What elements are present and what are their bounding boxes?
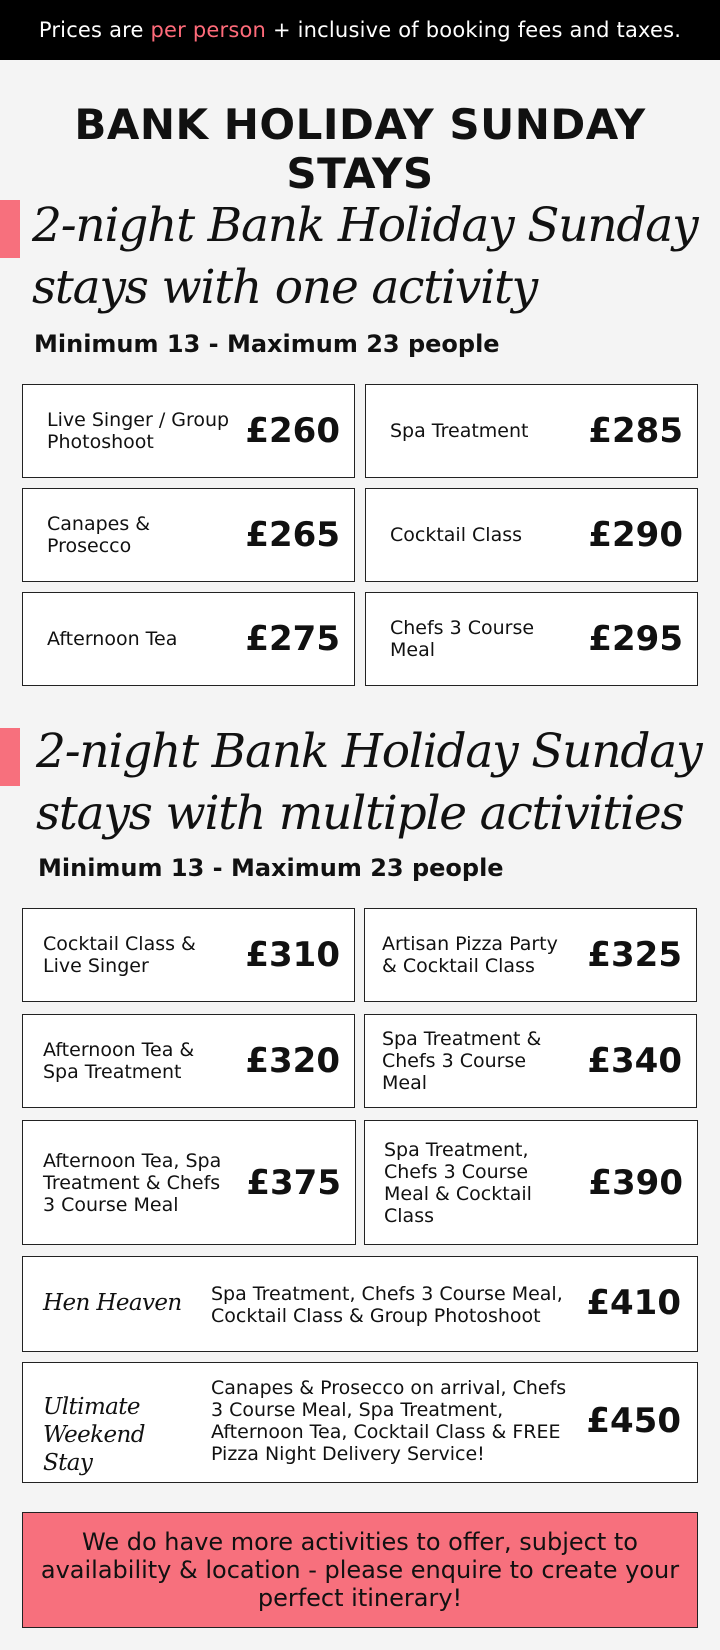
activity-price: £265 — [245, 515, 340, 555]
price-card[interactable] — [22, 1120, 356, 1245]
activity-label: Cocktail Class — [390, 524, 523, 546]
activity-price: £260 — [245, 411, 340, 451]
activity-label: Spa Treatment — [390, 420, 529, 442]
activity-price: £275 — [245, 619, 340, 659]
price-card[interactable] — [364, 1120, 698, 1245]
pricing-banner — [0, 0, 720, 60]
enquiry-notice: We do have more activities to offer, subject to availability & location - please enquire to create your perfect itinerary! — [22, 1512, 698, 1628]
price-card[interactable] — [364, 1014, 697, 1108]
package-price: £450 — [586, 1401, 681, 1441]
banner-prefix: Prices are — [38, 18, 151, 42]
price-card[interactable] — [365, 488, 698, 582]
activity-label: Spa Treatment & Chefs 3 Course Meal — [382, 1028, 542, 1094]
section-one-heading-line2: stays with one activity — [32, 260, 538, 315]
section-one-heading-line1: 2-night Bank Holiday Sunday — [32, 198, 698, 253]
activity-price: £310 — [245, 935, 340, 975]
activity-price: £295 — [588, 619, 683, 659]
price-card[interactable] — [365, 384, 698, 478]
section-one-subheading: Minimum 13 - Maximum 23 people — [34, 330, 500, 358]
package-name: Hen Heaven — [43, 1290, 182, 1316]
price-card[interactable] — [22, 488, 355, 582]
activity-price: £290 — [588, 515, 683, 555]
activity-price: £285 — [588, 411, 683, 451]
activity-label: Artisan Pizza Party & Cocktail Class — [382, 933, 558, 977]
activity-label: Chefs 3 Course Meal — [390, 617, 535, 661]
section-one-heading — [32, 195, 702, 319]
price-card[interactable] — [22, 384, 355, 478]
section-two-heading-line2: stays with multiple activities — [36, 786, 684, 841]
activity-label: Afternoon Tea, Spa Treatment & Chefs 3 Course Meal — [43, 1149, 222, 1216]
banner-suffix: + inclusive of booking fees and taxes. — [266, 18, 682, 42]
package-card[interactable] — [22, 1256, 698, 1352]
price-card[interactable] — [364, 908, 697, 1002]
activity-label: Afternoon Tea & Spa Treatment — [43, 1039, 195, 1083]
price-card[interactable] — [22, 908, 355, 1002]
activity-price: £375 — [246, 1162, 341, 1203]
activity-label: Live Singer / Group Photoshoot — [47, 409, 230, 453]
activity-price: £320 — [245, 1041, 340, 1081]
section-accent-bar — [0, 728, 20, 786]
activity-price: £390 — [588, 1162, 683, 1203]
section-accent-bar — [0, 200, 20, 258]
section-two-heading — [36, 721, 706, 845]
banner-highlight: per person — [150, 18, 267, 42]
section-two-heading-line1: 2-night Bank Holiday Sunday — [36, 724, 702, 779]
package-card[interactable] — [22, 1362, 698, 1483]
package-name: Ultimate Weekend Stay — [43, 1394, 145, 1476]
section-two-subheading: Minimum 13 - Maximum 23 people — [38, 854, 504, 882]
price-card[interactable] — [22, 1014, 355, 1108]
activity-label: Spa Treatment, Chefs 3 Course Meal & Cocktail Class — [384, 1138, 532, 1227]
price-card[interactable] — [365, 592, 698, 686]
activity-label: Canapes & Prosecco — [47, 513, 151, 557]
package-description: Canapes & Prosecco on arrival, Chefs 3 Course Meal, Spa Treatment, Afternoon Tea, Cocktail Class & FREE Pizza Night Delivery Service! — [211, 1377, 567, 1465]
package-price: £410 — [586, 1283, 681, 1323]
page-title: BANK HOLIDAY SUNDAY STAYS — [74, 100, 646, 198]
activity-price: £325 — [587, 935, 682, 975]
price-card[interactable] — [22, 592, 355, 686]
package-description: Spa Treatment, Chefs 3 Course Meal, Cocktail Class & Group Photoshoot — [211, 1283, 563, 1327]
activity-label: Cocktail Class & Live Singer — [43, 933, 196, 977]
activity-price: £340 — [587, 1041, 682, 1081]
activity-label: Afternoon Tea — [47, 628, 178, 650]
